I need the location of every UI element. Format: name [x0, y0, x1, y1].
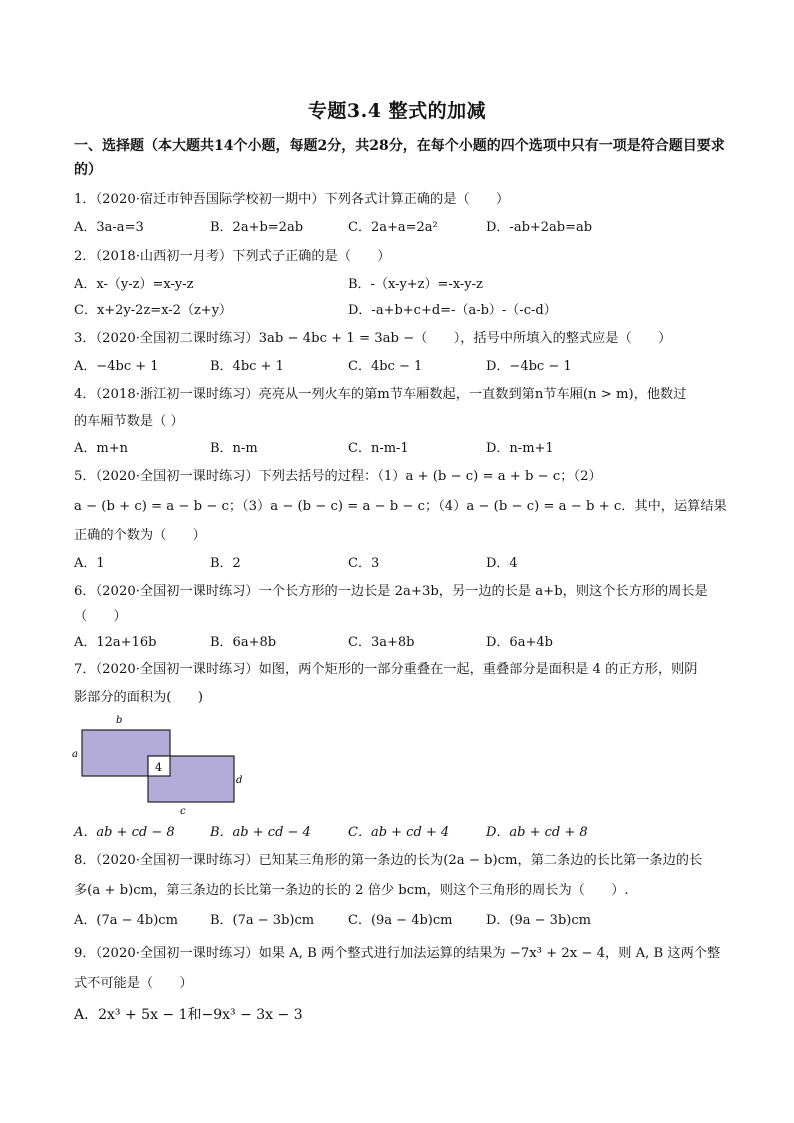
question-3-stem: 3．（2020·全国初二课时练习）3ab − 4bc + 1 = 3ab −（ ），括号中所填入的整式应是（ ） [74, 331, 672, 346]
q4-option-b: B．n-m [210, 441, 258, 456]
q7-option-b: B．ab + cd − 4 [210, 825, 311, 840]
question-2-stem: 2．（2018·山西初一月考）下列式子正确的是（ ） [74, 249, 391, 264]
q6-option-d: D．6a+4b [486, 635, 553, 650]
question-4-stem-line1: 4．（2018·浙江初一课时练习）亮亮从一列火车的第m节车厢数起，一直数到第n节车厢(n > m)，他数过 [74, 387, 687, 402]
q2-option-d: D．-a+b+c+d=-（a-b）-（-c-d） [348, 303, 557, 318]
overlapping-rectangles-figure [66, 710, 256, 820]
q6-option-c: C．3a+8b [348, 635, 415, 650]
page-title: 专题3.4 整式的加减 [307, 100, 487, 122]
question-8-stem-line2: 多(a + b)cm，第三条边的长比第一条边的长的 2 倍少 bcm，则这个三角形的周长为（ ）. [74, 883, 629, 898]
label-4: 4 [155, 761, 162, 774]
q1-option-b: B．2a+b=2ab [210, 220, 304, 235]
question-5-stem-line1: 5．（2020·全国初一课时练习）下列去括号的过程：（1）a + (b − c) = a + b − c；（2） [74, 469, 602, 484]
q7-option-c: C．ab + cd + 4 [348, 825, 450, 840]
question-4-stem-line2: 的车厢节数是（ ） [74, 414, 184, 429]
q4-option-d: D．n-m+1 [486, 441, 554, 456]
q6-option-a: A．12a+16b [74, 635, 157, 650]
q2-option-b: B．-（x-y+z）=-x-y-z [348, 277, 483, 292]
question-8-stem-line1: 8．（2020·全国初一课时练习）已知某三角形的第一条边的长为(2a − b)cm，第二条边的长比第一条边的长 [74, 853, 703, 868]
q5-option-d: D．4 [486, 556, 518, 571]
q1-option-a: A．3a-a=3 [74, 220, 144, 235]
q9-option-a: A．2x³ + 5x − 1和−9x³ − 3x − 3 [74, 1007, 303, 1023]
q7-option-d: D．ab + cd + 8 [486, 825, 588, 840]
q4-option-c: C．n-m-1 [348, 441, 409, 456]
question-7-stem-line1: 7．（2020·全国初一课时练习）如图，两个矩形的一部分重叠在一起，重叠部分是面积是 4 的正方形，则阴 [74, 662, 698, 677]
section-heading: 一、选择题（本大题共14个小题，每题2分，共28分，在每个小题的四个选项中只有一项是符合题目要求的） [74, 138, 725, 178]
q4-option-a: A．m+n [74, 441, 128, 456]
q6-option-b: B．6a+8b [210, 635, 277, 650]
question-9-stem-line2: 式不可能是（ ） [74, 976, 193, 991]
question-6-stem-line1: 6．（2020·全国初一课时练习）一个长方形的一边长是 2a+3b，另一边的长是 a+b，则这个长方形的周长是 [74, 584, 708, 599]
question-1-stem: 1．（2020·宿迁市钟吾国际学校初一期中）下列各式计算正确的是（ ） [74, 192, 510, 207]
q3-option-a: A．−4bc + 1 [74, 359, 159, 374]
label-d: d [236, 775, 243, 786]
q8-option-a: A．(7a − 4b)cm [74, 913, 178, 928]
q5-option-b: B．2 [210, 556, 241, 571]
q3-option-c: C．4bc − 1 [348, 359, 423, 374]
label-b: b [116, 715, 123, 726]
q1-option-d: D．-ab+2ab=ab [486, 220, 593, 235]
q2-option-c: C．x+2y-2z=x-2（z+y） [74, 303, 233, 318]
q8-option-c: C．(9a − 4b)cm [348, 913, 453, 928]
question-5-stem-line2: a − (b + c) = a − b − c；（3）a − (b − c) = a − b − c；（4）a − (b − c) = a − b + c．其中，运算结果 [74, 499, 727, 514]
question-9-stem-line1: 9．（2020·全国初一课时练习）如果 A, B 两个整式进行加法运算的结果为 −7x³ + 2x − 4，则 A, B 这两个整 [74, 946, 721, 961]
q3-option-b: B．4bc + 1 [210, 359, 284, 374]
q8-option-b: B．(7a − 3b)cm [210, 913, 315, 928]
question-7-stem-line2: 影部分的面积为( ) [74, 690, 203, 705]
question-6-stem-line2: （ ） [74, 609, 127, 624]
question-5-stem-line3: 正确的个数为（ ） [74, 528, 206, 543]
q8-option-d: D．(9a − 3b)cm [486, 913, 591, 928]
q2-option-a: A．x-（y-z）=x-y-z [74, 277, 194, 292]
label-c: c [180, 806, 186, 817]
label-a: a [72, 749, 78, 760]
q3-option-d: D．−4bc − 1 [486, 359, 572, 374]
q5-option-a: A．1 [74, 556, 105, 571]
q5-option-c: C．3 [348, 556, 380, 571]
q1-option-c: C．2a+a=2a² [348, 220, 438, 235]
q7-option-a: A．ab + cd − 8 [74, 825, 175, 840]
